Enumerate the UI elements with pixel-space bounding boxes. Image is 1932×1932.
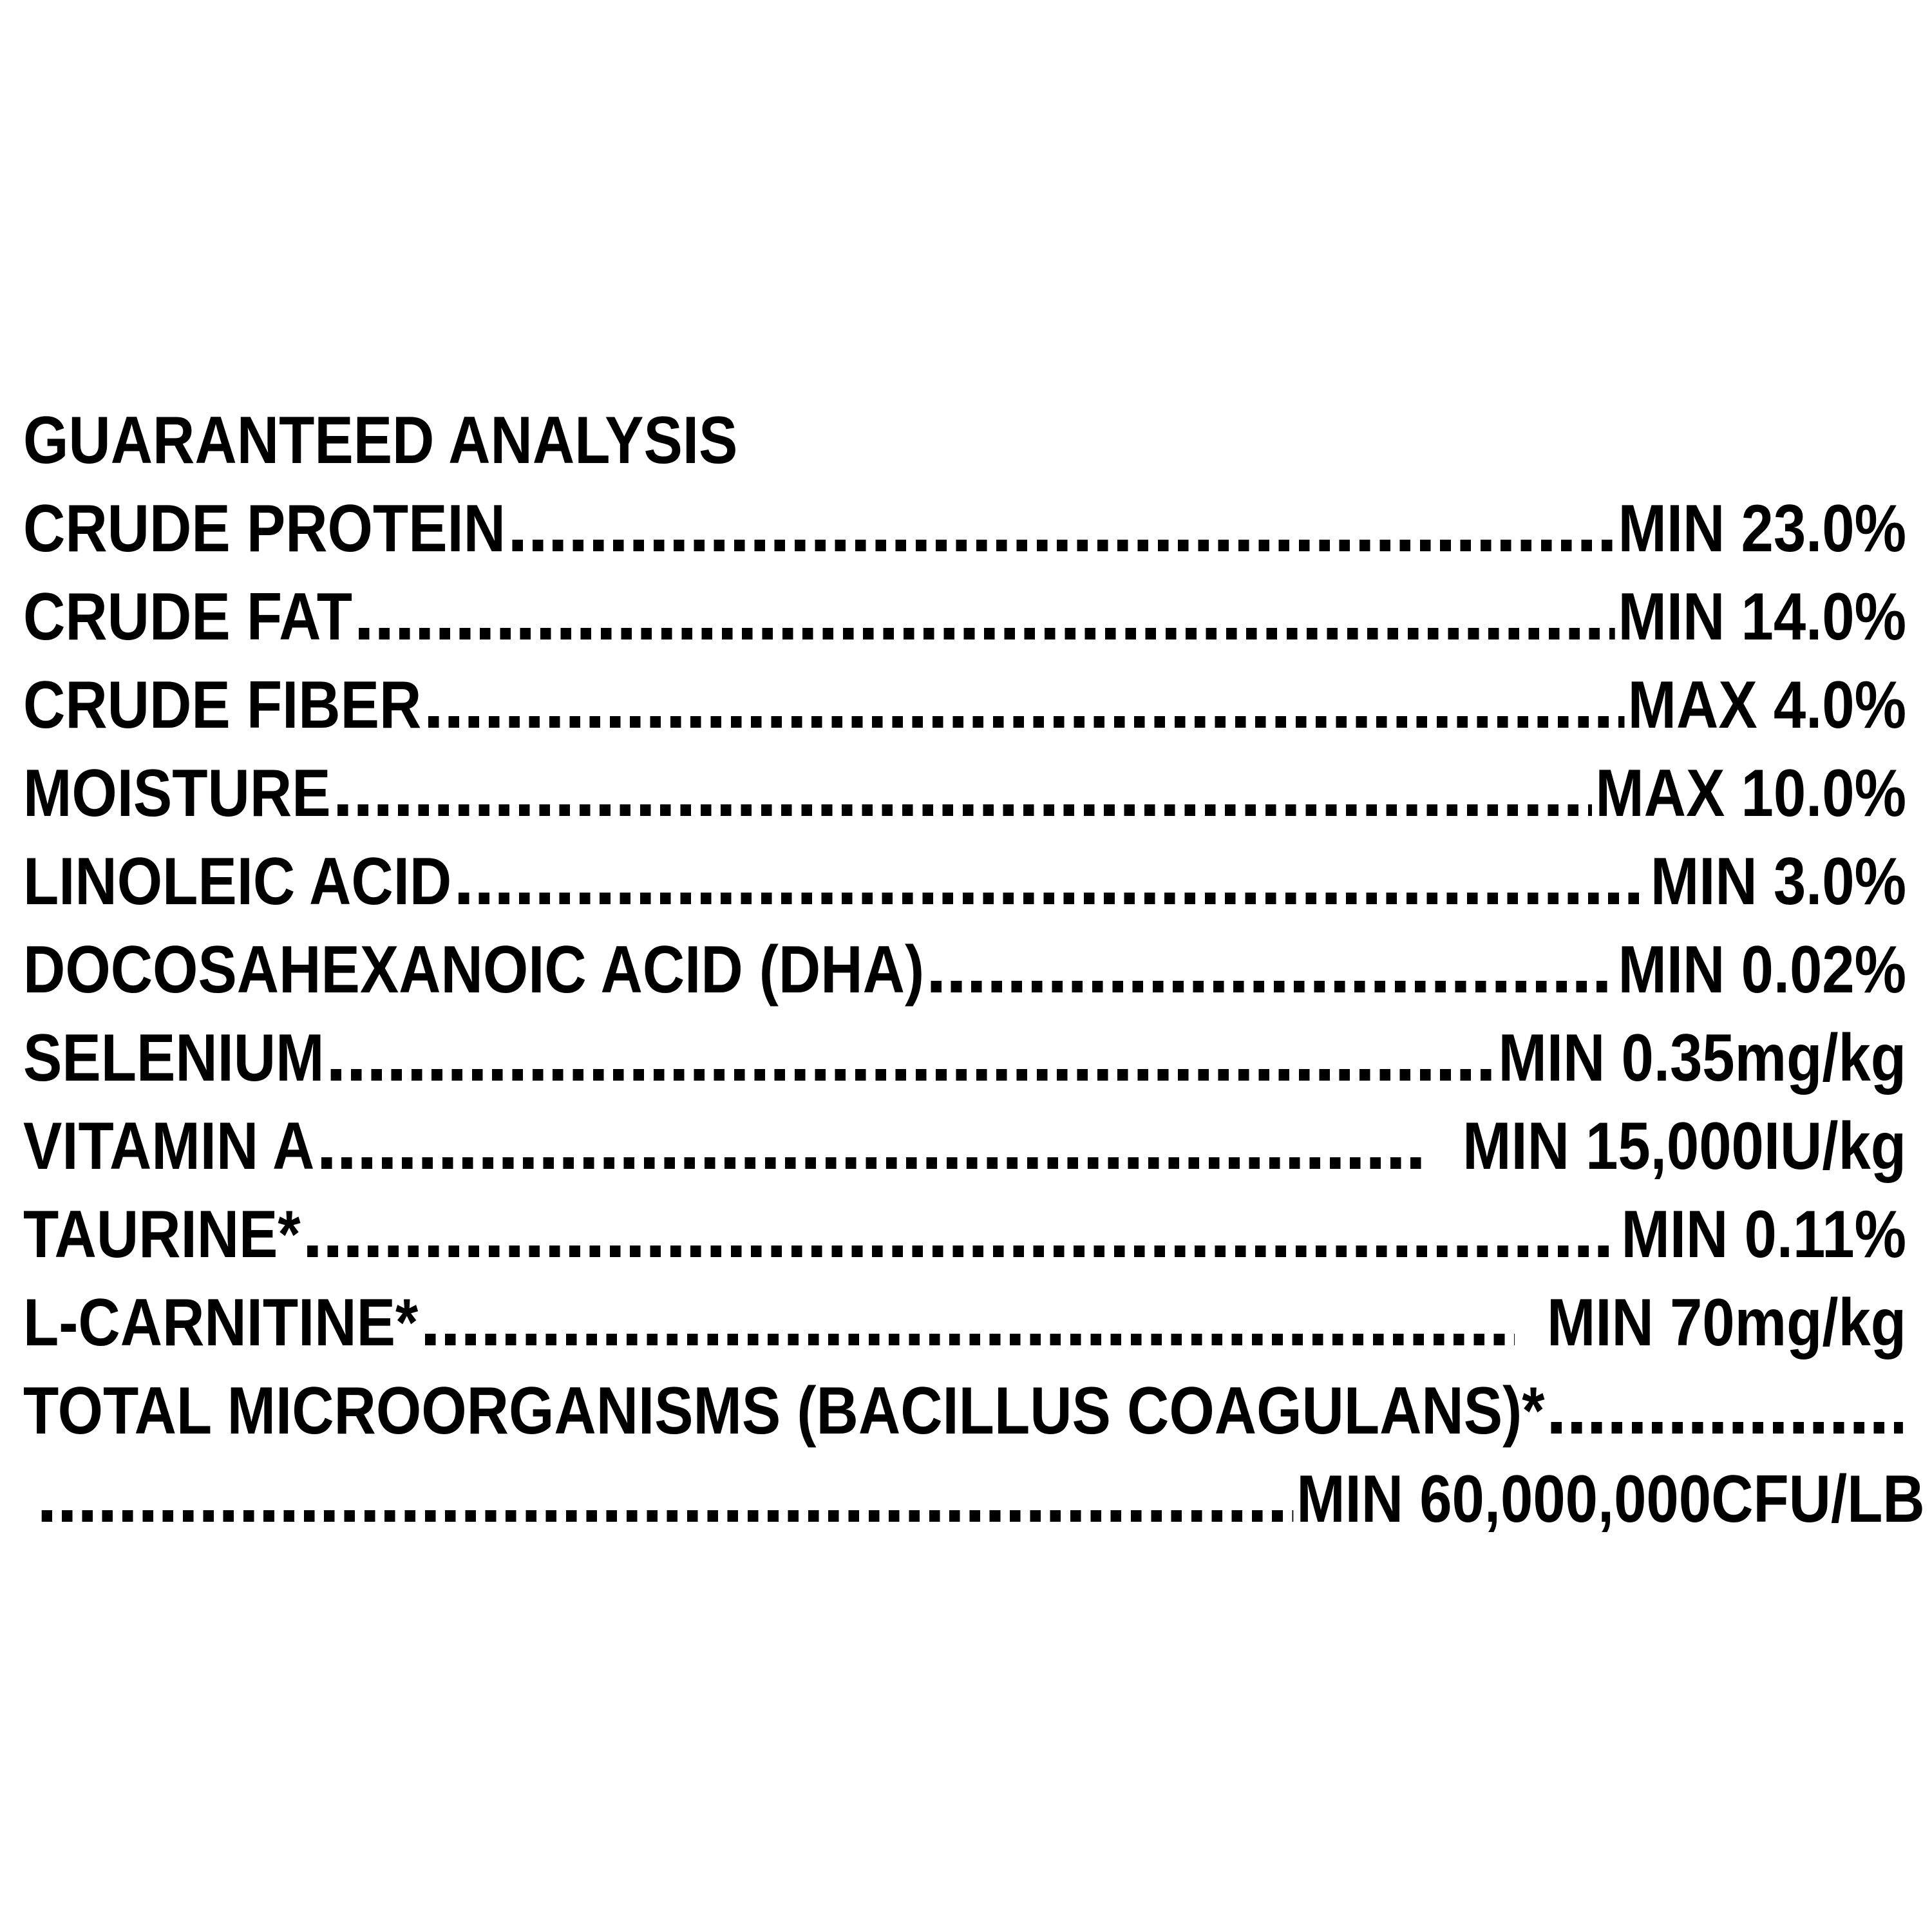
nutrient-value: MIN 3.0% <box>1650 844 1907 919</box>
dotted-leader <box>428 661 1625 750</box>
analysis-row-taurine <box>23 1191 1906 1279</box>
nutrient-value: MIN 15,000IU/kg <box>1463 1109 1907 1184</box>
dotted-leader <box>512 485 1615 573</box>
nutrient-name: DOCOSAHEXANOIC ACID (DHA) <box>23 933 925 1007</box>
nutrient-value: MAX 4.0% <box>1627 668 1907 743</box>
dotted-leader <box>931 926 1615 1014</box>
nutrient-value: MIN 70mg/kg <box>1546 1285 1907 1360</box>
nutrient-name: CRUDE PROTEIN <box>23 491 506 566</box>
analysis-row-l-carnitine <box>23 1279 1906 1367</box>
nutrient-name: L-CARNITINE* <box>23 1285 419 1360</box>
nutrient-value: MIN 60,000,000CFU/LB <box>1296 1462 1925 1537</box>
nutrient-value: MIN 14.0% <box>1618 580 1907 654</box>
analysis-row-crude-fiber <box>23 661 1906 750</box>
analysis-row-total-microorganisms-continued <box>23 1455 1925 1544</box>
nutrient-name: TAURINE* <box>23 1197 301 1272</box>
nutrient-value: MAX 10.0% <box>1595 756 1907 831</box>
analysis-row-dha <box>23 926 1906 1014</box>
nutrient-name: MOISTURE <box>23 756 331 831</box>
analysis-row-linoleic-acid <box>23 838 1906 926</box>
dotted-leader <box>359 573 1615 661</box>
guaranteed-analysis-table <box>23 397 1925 1544</box>
analysis-row-moisture <box>23 750 1906 838</box>
nutrient-name: VITAMIN A <box>23 1109 315 1184</box>
nutrient-value: MIN 0.02% <box>1618 933 1907 1007</box>
nutrient-value: MIN 0.11% <box>1621 1197 1907 1272</box>
dotted-leader <box>42 1455 1293 1544</box>
dotted-leader <box>321 1103 1430 1191</box>
nutrient-name: CRUDE FIBER <box>23 668 422 743</box>
dotted-leader <box>307 1191 1618 1279</box>
dotted-leader <box>337 750 1592 838</box>
analysis-row-crude-protein <box>23 485 1906 573</box>
nutrient-name: TOTAL MICROORGANISMS (BACILLUS COAGULANS)* <box>23 1374 1545 1448</box>
analysis-row-total-microorganisms <box>23 1367 1906 1455</box>
guaranteed-analysis-title: GUARANTEED ANALYSIS <box>23 403 738 478</box>
dotted-leader <box>331 1014 1495 1103</box>
nutrient-name: SELENIUM <box>23 1021 325 1095</box>
nutrient-value: MIN 23.0% <box>1618 491 1907 566</box>
dotted-leader <box>425 1279 1515 1367</box>
dotted-leader <box>1551 1367 1903 1455</box>
nutrient-name: LINOLEIC ACID <box>23 844 452 919</box>
nutrient-name: CRUDE FAT <box>23 580 353 654</box>
analysis-row-selenium <box>23 1014 1906 1103</box>
dotted-leader <box>459 838 1647 926</box>
analysis-row-crude-fat <box>23 573 1906 661</box>
analysis-row-vitamin-a <box>23 1103 1906 1191</box>
nutrient-value: MIN 0.35mg/kg <box>1498 1021 1907 1095</box>
